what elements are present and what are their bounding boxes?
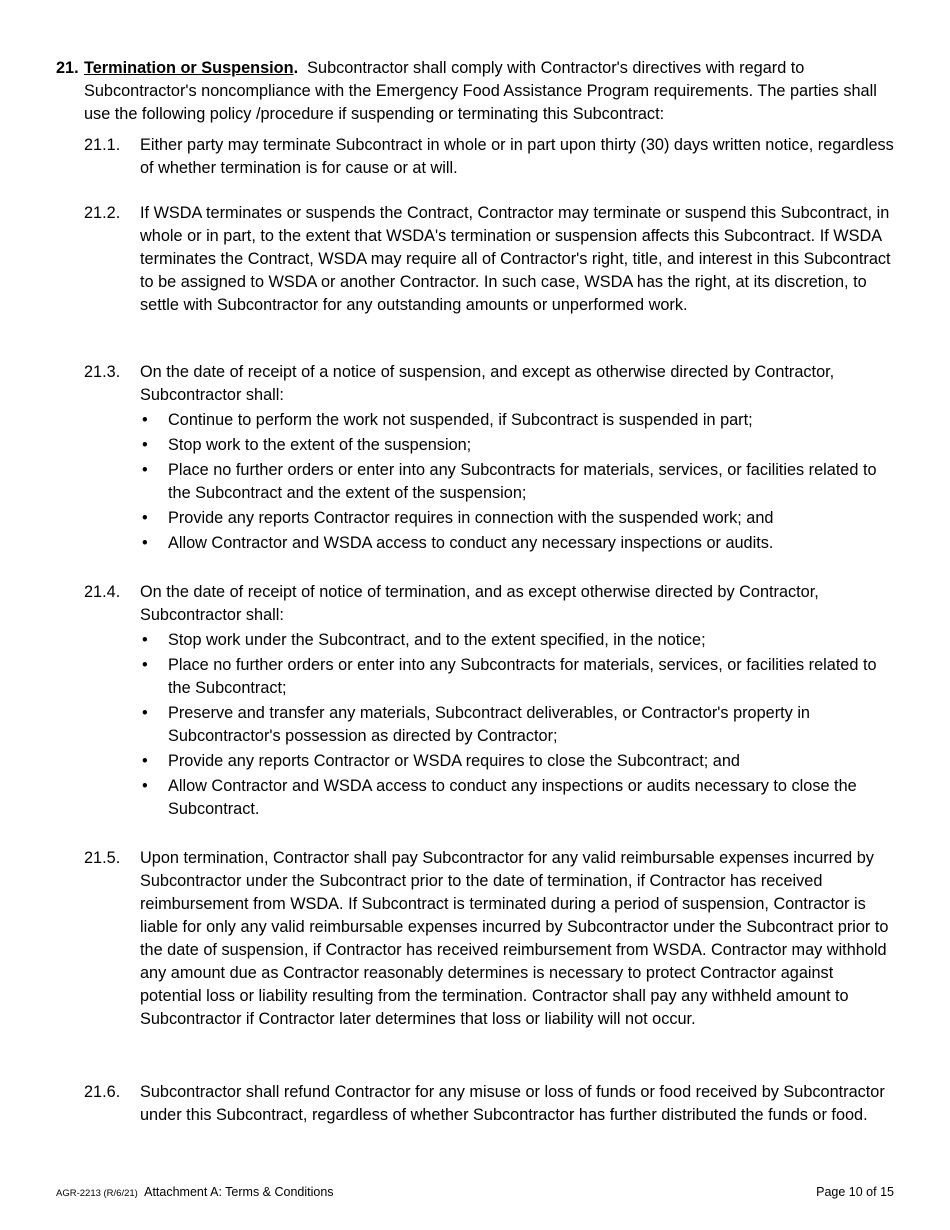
section-21: [56, 57, 896, 126]
clause-number: 21.4.: [84, 583, 121, 601]
list-item-text: Stop work to the extent of the suspension;: [168, 436, 472, 454]
page-number: Page 10 of 15: [816, 1185, 894, 1199]
list-item: [140, 750, 896, 773]
clause-number: 21.1.: [84, 136, 121, 154]
section-intro: Subcontractor shall comply with Contractor's directives with regard to Subcontractor's noncompliance with the Emergency Food Assistance Program requirements. The parties shall use the following policy /procedure if suspending or terminating this Subcontract:: [84, 59, 877, 123]
list-item: [140, 532, 896, 555]
clause-number: 21.6.: [84, 1083, 121, 1101]
bullet-icon: •: [142, 656, 148, 674]
list-item-text: Provide any reports Contractor or WSDA requires to close the Subcontract; and: [168, 752, 740, 770]
clause-21-5: [84, 847, 896, 1031]
clause-text: Upon termination, Contractor shall pay Subcontractor for any valid reimbursable expenses incurred by Subcontractor under the Subcontract prior to the date of termination, if Contractor has received reimbursement from WSDA. If Subcontract is terminated during a period of suspension, Contractor is liable for only any valid reimbursable expenses incurred by Subcontractor under the Subcontract prior to the date of suspension, if Contractor has received reimbursement from WSDA. Contractor may withhold any amount due as Contractor reasonably determines is necessary to protect Contractor against potential loss or liability resulting from the termination. Contractor shall pay any withheld amount to Subcontractor if Contractor later determines that loss or liability will not occur.: [140, 849, 889, 1028]
clause-number: 21.5.: [84, 849, 121, 867]
clause-number: 21.2.: [84, 204, 121, 222]
list-item: [140, 507, 896, 530]
clause-21-4: [84, 581, 896, 823]
clause-text: Either party may terminate Subcontract in whole or in part upon thirty (30) days written notice, regardless of whether termination is for cause or at will.: [140, 136, 894, 177]
section-intro-paragraph: [84, 57, 896, 126]
form-code: AGR-2213 (R/6/21): [56, 1188, 138, 1199]
bullet-icon: •: [142, 461, 148, 479]
bullet-icon: •: [142, 534, 148, 552]
bullet-icon: •: [142, 436, 148, 454]
bullet-list: [140, 409, 896, 555]
bullet-icon: •: [142, 411, 148, 429]
bullet-icon: •: [142, 631, 148, 649]
list-item: [140, 434, 896, 457]
list-item-text: Provide any reports Contractor requires in connection with the suspended work; and: [168, 509, 774, 527]
section-number: 21.: [56, 59, 79, 77]
bullet-icon: •: [142, 509, 148, 527]
list-item-text: Allow Contractor and WSDA access to conduct any inspections or audits necessary to close the Subcontract.: [168, 777, 857, 818]
clause-21-3: [84, 361, 896, 557]
section-title: Termination or Suspension: [84, 59, 294, 77]
bullet-icon: •: [142, 752, 148, 770]
clause-21-1: [84, 134, 896, 180]
clause-text: If WSDA terminates or suspends the Contract, Contractor may terminate or suspend this Subcontract, in whole or in part, to the extent that WSDA's termination or suspension affects this Subcontract. If WSDA terminates the Contract, WSDA may require all of Contractor's right, title, and interest in this Subcontract to be assigned to WSDA or another Contractor. In such case, WSDA has the right, at its discretion, to settle with Subcontractor for any outstanding amounts or unperformed work.: [140, 204, 891, 314]
attachment-label: Attachment A: Terms & Conditions: [144, 1185, 334, 1199]
section-title-punctuation: .: [293, 59, 299, 77]
clause-text: On the date of receipt of notice of termination, and as except otherwise directed by Contractor, Subcontractor shall:: [140, 583, 819, 624]
clause-number: 21.3.: [84, 363, 121, 381]
list-item-text: Preserve and transfer any materials, Subcontract deliverables, or Contractor's property in Subcontractor's possession as directed by Contractor;: [168, 704, 810, 745]
list-item-text: Allow Contractor and WSDA access to conduct any necessary inspections or audits.: [168, 534, 774, 552]
footer-left: [56, 1184, 334, 1202]
clause-text: Subcontractor shall refund Contractor for any misuse or loss of funds or food received by Subcontractor under this Subcontract, regardless of whether Subcontractor has further distributed the funds or food.: [140, 1083, 885, 1124]
clause-21-6: [84, 1081, 896, 1127]
list-item: [140, 409, 896, 432]
list-item-text: Stop work under the Subcontract, and to the extent specified, in the notice;: [168, 631, 706, 649]
list-item: [140, 459, 896, 505]
list-item: [140, 775, 896, 821]
list-item-text: Place no further orders or enter into any Subcontracts for materials, services, or facilities related to the Subcontract and the extent of the suspension;: [168, 461, 877, 502]
bullet-icon: •: [142, 777, 148, 795]
list-item-text: Continue to perform the work not suspended, if Subcontract is suspended in part;: [168, 411, 753, 429]
list-item: [140, 629, 896, 652]
list-item: [140, 654, 896, 700]
bullet-icon: •: [142, 704, 148, 722]
list-item-text: Place no further orders or enter into any Subcontracts for materials, services, or facilities related to the Subcontract;: [168, 656, 877, 697]
clause-text: On the date of receipt of a notice of suspension, and except as otherwise directed by Contractor, Subcontractor shall:: [140, 363, 835, 404]
list-item: [140, 702, 896, 748]
bullet-list: [140, 629, 896, 821]
clause-21-2: [84, 202, 896, 317]
